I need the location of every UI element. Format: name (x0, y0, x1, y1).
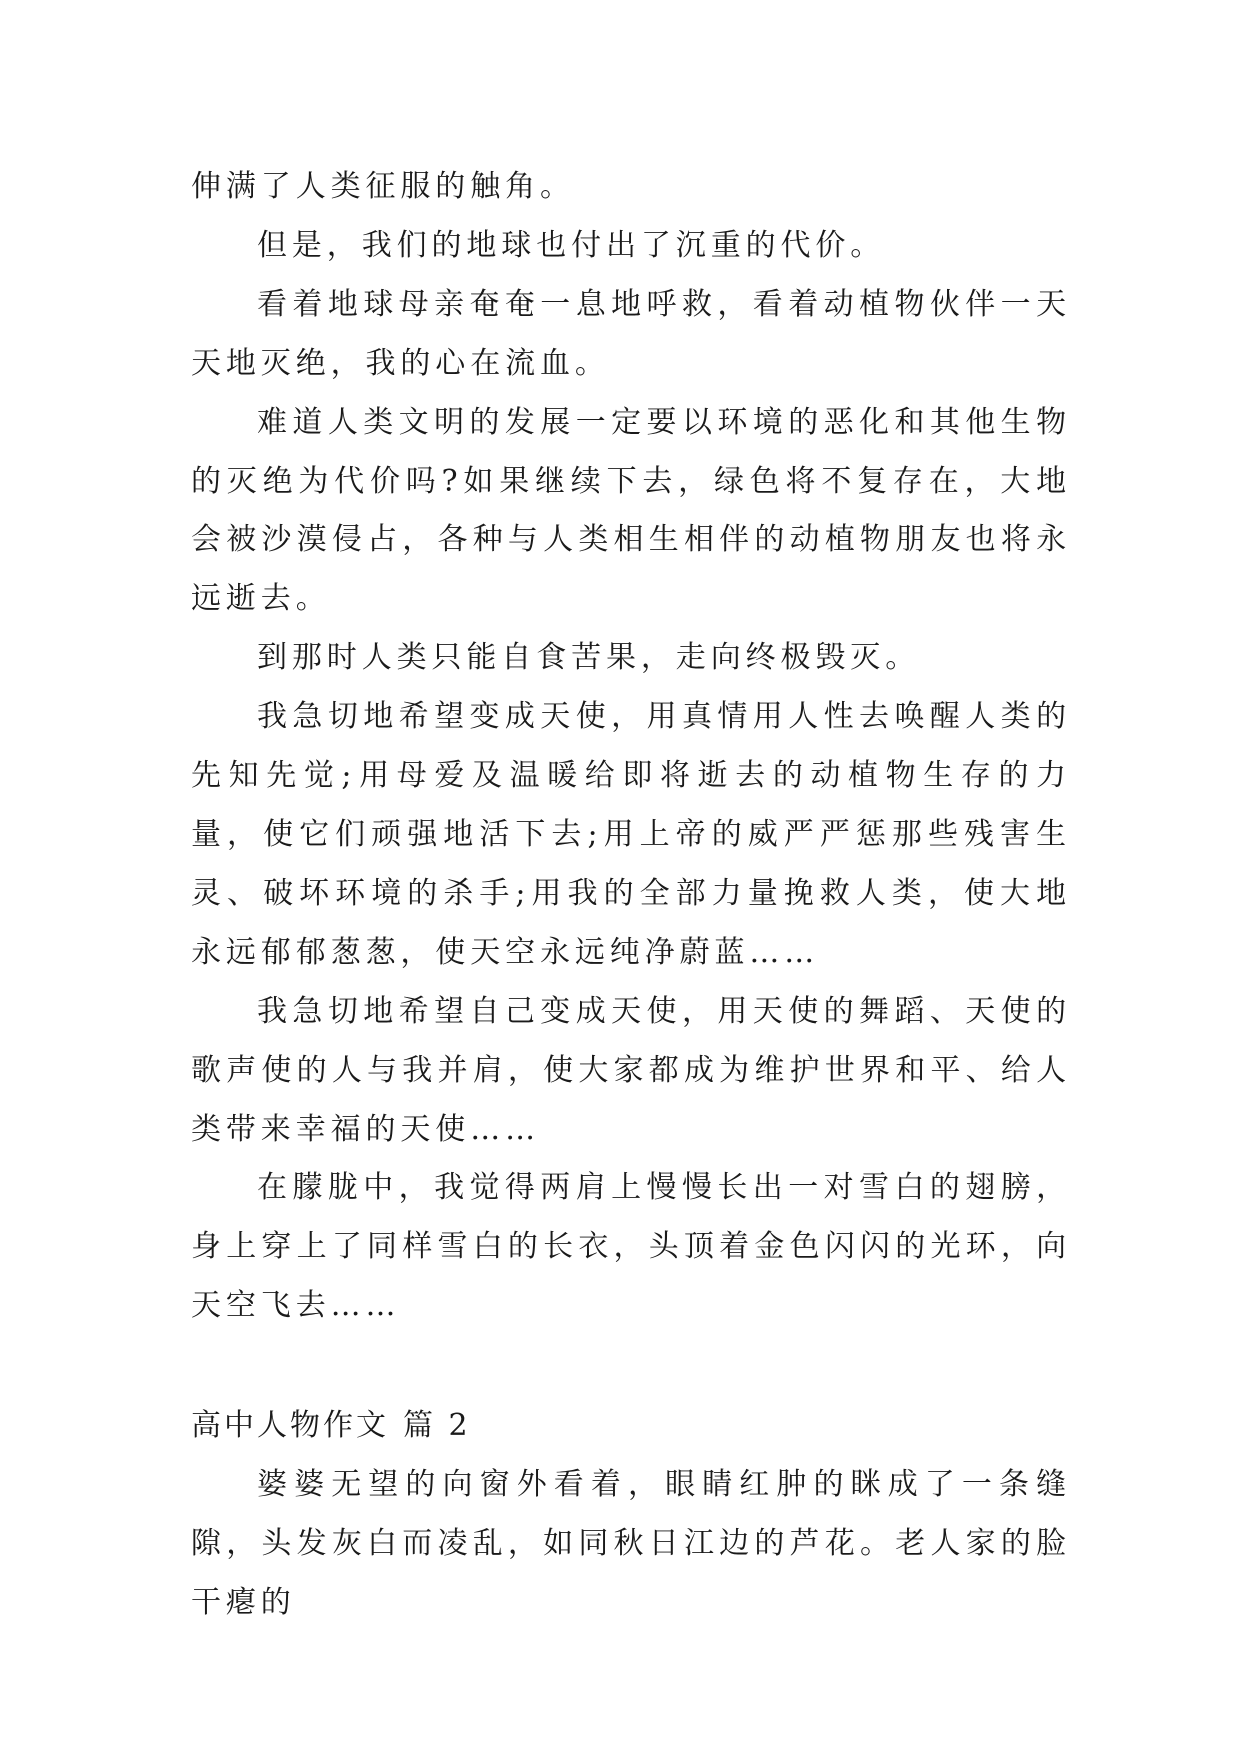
paragraph: 我急切地希望自己变成天使，用天使的舞蹈、天使的歌声使的人与我并肩，使大家都成为维护世界和平、给人类带来幸福的天使…… (191, 993, 1071, 1147)
paragraph: 婆婆无望的向窗外看着，眼睛红肿的眯成了一条缝隙，头发灰白而凌乱，如同秋日江边的芦花。老人家的脸干瘪的 (191, 1467, 1071, 1620)
paragraph: 在朦胧中，我觉得两肩上慢慢长出一对雪白的翅膀，身上穿上了同样雪白的长衣，头顶着金色闪闪的光环，向天空飞去…… (191, 1170, 1071, 1324)
section-title: 高中人物作文 (191, 1408, 389, 1444)
paragraph: 我急切地希望变成天使，用真情用人性去唤醒人类的先知先觉;用母爱及温暖给即将逝去的动植物生存的力量，使它们顽强地活下去;用上帝的威严严惩那些残害生灵、破坏环境的杀手;用我的全部力量挽救人类，使大地永远郁郁葱葱，使天空永远纯净蔚蓝…… (191, 699, 1071, 970)
paragraph: 伸满了人类征服的触角。 (191, 169, 575, 204)
section-number: 篇 2 (403, 1408, 471, 1444)
document-body (191, 158, 1071, 1633)
paragraph: 到那时人类只能自食苦果，走向终极毁灭。 (257, 640, 921, 676)
section-spacer (191, 1336, 1071, 1397)
paragraph: 看着地球母亲奄奄一息地呼救，看着动植物伙伴一天天地灭绝，我的心在流血。 (191, 286, 1071, 381)
paragraph: 难道人类文明的发展一定要以环境的恶化和其他生物的灭绝为代价吗?如果继续下去，绿色将不复存在，大地会被沙漠侵占，各种与人类相生相伴的动植物朋友也将永远逝去。 (191, 404, 1071, 617)
paragraph: 但是，我们的地球也付出了沉重的代价。 (257, 227, 886, 263)
section-heading (191, 1397, 1071, 1456)
